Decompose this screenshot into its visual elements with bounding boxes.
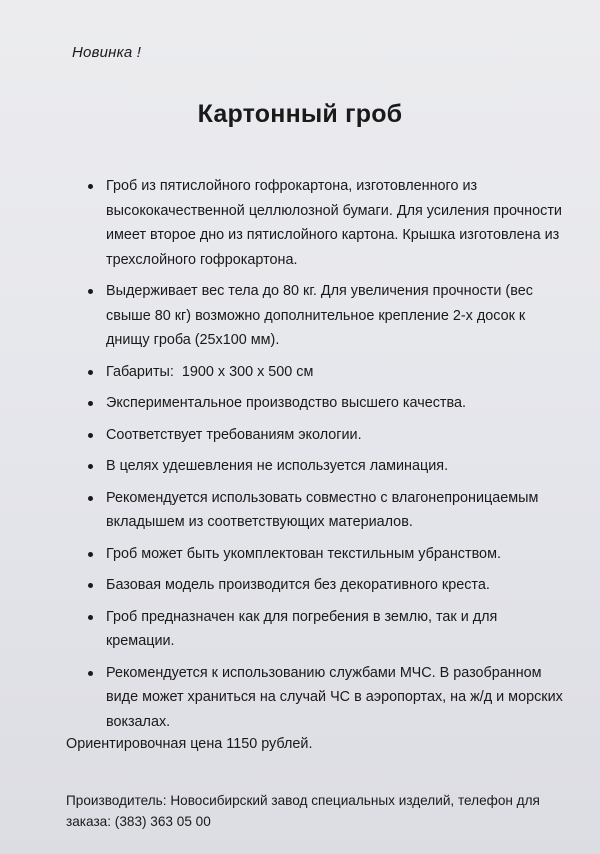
list-item-text: Рекомендуется использовать совместно с влагонепроницаемым вкладышем из соответствующих материалов. (106, 489, 539, 530)
list-item-text: Гроб из пятислойного гофрокартона, изготовленного из высококачественной целлюлозной бумаги. Для усиления прочности имеет второе дно из пятислойного картона. Крышка изготовлена из трехслойного гофрокартона. (106, 178, 562, 268)
list-item (84, 174, 569, 272)
bullet-icon (88, 184, 93, 189)
list-item-text: В целях удешевления не используется ламинация. (106, 458, 449, 474)
list-item (84, 573, 569, 598)
list-item (84, 486, 569, 535)
list-item-text: Гроб предназначен как для погребения в землю, так и для кремации. (106, 608, 498, 649)
bullet-icon (88, 433, 93, 438)
bullet-icon (88, 615, 93, 620)
feature-list (84, 174, 569, 741)
page-title: Картонный гроб (197, 100, 403, 128)
list-item (84, 542, 569, 567)
list-item (84, 661, 569, 735)
list-item (84, 605, 569, 654)
bullet-icon (88, 552, 93, 557)
list-item (84, 454, 569, 479)
bullet-icon (88, 671, 93, 676)
list-item (84, 423, 569, 448)
list-item (84, 391, 569, 416)
manufacturer-note: Производитель: Новосибирский завод специальных изделий, телефон для заказа: (383) 363 05 00 (66, 793, 540, 829)
bullet-icon (88, 583, 93, 588)
bullet-icon (88, 464, 93, 469)
list-item-text: Соответствует требованиям экологии. (106, 426, 362, 443)
bullet-icon (88, 401, 93, 406)
bullet-icon (88, 496, 93, 501)
new-tag: Новинка ! (72, 44, 142, 61)
list-item-text: Базовая модель производится без декоративного креста. (106, 577, 490, 593)
list-item-text: Экспериментальное производство высшего качества. (106, 395, 466, 411)
list-item-text: Гроб может быть укомплектован текстильным убранством. (106, 545, 501, 562)
bullet-icon (88, 289, 93, 294)
list-item (84, 279, 569, 353)
price-note: Ориентировочная цена 1150 рублей. (66, 736, 313, 752)
list-item (84, 360, 569, 385)
bullet-icon (88, 370, 93, 375)
list-item-text: Рекомендуется к использованию службами МЧС. В разобранном виде может храниться на случай ЧС в аэропортах, на ж/д и морских вокзалах. (106, 664, 563, 730)
list-item-text: Выдерживает вес тела до 80 кг. Для увеличения прочности (вес свыше 80 кг) возможно дополнительное крепление 2-х досок к днищу гроба (25х100 мм). (106, 283, 533, 348)
list-item-text: Габариты: 1900 х 300 х 500 см (106, 363, 314, 380)
